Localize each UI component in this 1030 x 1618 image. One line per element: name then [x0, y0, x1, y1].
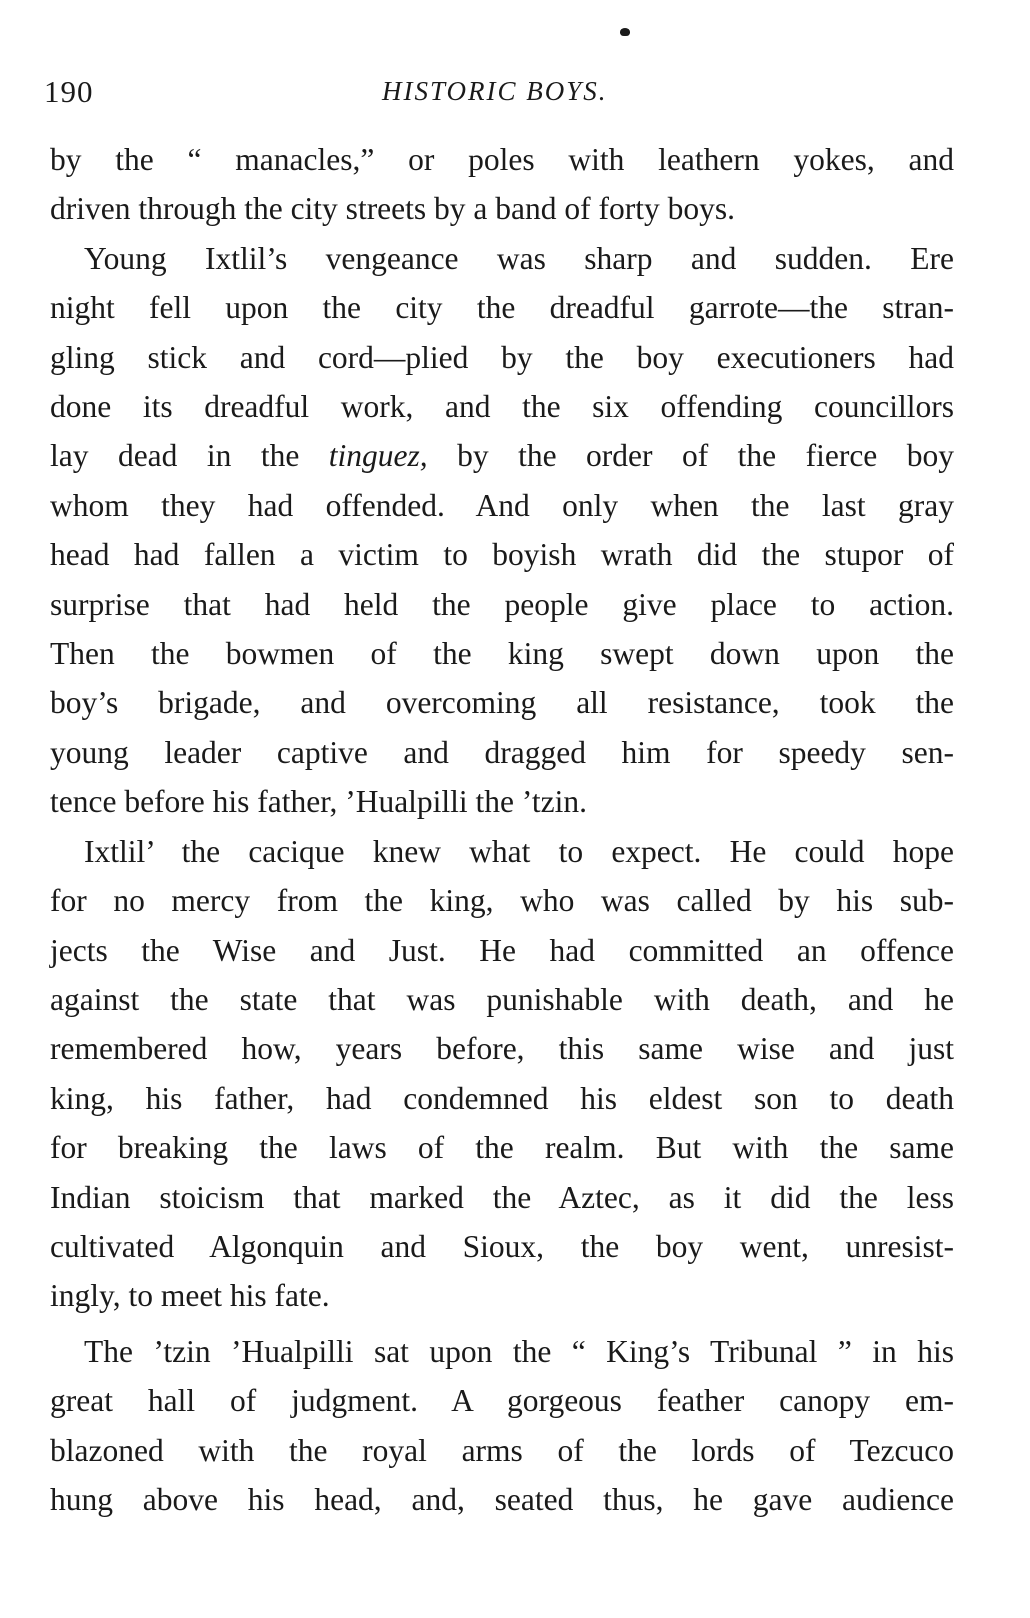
text-line: Young Ixtlil’s vengeance was sharp and sudden. Ere	[84, 240, 954, 276]
text-line: done its dreadful work, and the six offending councillors	[50, 389, 954, 425]
text-line: Then the bowmen of the king swept down upon the	[50, 636, 954, 672]
text-line: Ixtlil’ the cacique knew what to expect. He could hope	[84, 833, 954, 869]
text-line: night fell upon the city the dreadful garrote—the stran-	[50, 290, 954, 326]
text-line: remembered how, years before, this same wise and just	[50, 1031, 954, 1067]
text-line: cultivated Algonquin and Sioux, the boy went, unresist-	[50, 1228, 954, 1264]
page-header	[44, 74, 964, 114]
text-line: against the state that was punishable with death, and he	[50, 981, 954, 1017]
text-line: ingly, to meet his fate.	[50, 1278, 330, 1314]
text-line: by the “ manacles,” or poles with leathern yokes, and	[50, 142, 954, 177]
text-line: young leader captive and dragged him for speedy sen-	[50, 734, 954, 770]
text-line: driven through the city streets by a band of forty boys.	[50, 191, 735, 227]
text-line: tence before his father, ’Hualpilli the ’tzin.	[50, 784, 587, 820]
body-text	[50, 135, 954, 1524]
text-line: whom they had offended. And only when the last gray	[50, 487, 954, 523]
text-line: head had fallen a victim to boyish wrath did the stupor of	[50, 537, 954, 573]
paragraph-4	[50, 1327, 954, 1525]
running-head: HISTORIC BOYS.	[382, 76, 608, 106]
text-segment: lay dead in the	[50, 438, 329, 474]
text-line	[50, 431, 954, 480]
text-line: The ’tzin ’Hualpilli sat upon the “ King’s Tribunal ” in his	[84, 1333, 954, 1369]
text-segment: by the order of the fierce boy	[427, 438, 955, 474]
text-line: hung above his head, and, seated thus, he gave audience	[50, 1481, 954, 1517]
text-line: surprise that had held the people give place to action.	[50, 586, 954, 622]
page-number: 190	[44, 74, 94, 109]
text-line: blazoned with the royal arms of the lords of Tezcuco	[50, 1432, 954, 1468]
paragraph-1	[50, 135, 954, 234]
text-line: boy’s brigade, and overcoming all resistance, took the	[50, 685, 954, 721]
text-line: jects the Wise and Just. He had committed an offence	[50, 932, 954, 968]
text-line: great hall of judgment. A gorgeous feather canopy em-	[50, 1383, 954, 1419]
italic-word: tinguez,	[328, 438, 428, 474]
text-line: for no mercy from the king, who was called by his sub-	[50, 883, 954, 919]
text-line: king, his father, had condemned his eldest son to death	[50, 1080, 954, 1116]
text-line: for breaking the laws of the realm. But with the same	[50, 1130, 954, 1166]
ink-mark	[620, 28, 630, 36]
paragraph-3	[50, 827, 954, 1321]
text-line: Indian stoicism that marked the Aztec, as it did the less	[50, 1179, 954, 1215]
paragraph-2	[50, 234, 954, 827]
text-line: gling stick and cord—plied by the boy executioners had	[50, 339, 954, 375]
